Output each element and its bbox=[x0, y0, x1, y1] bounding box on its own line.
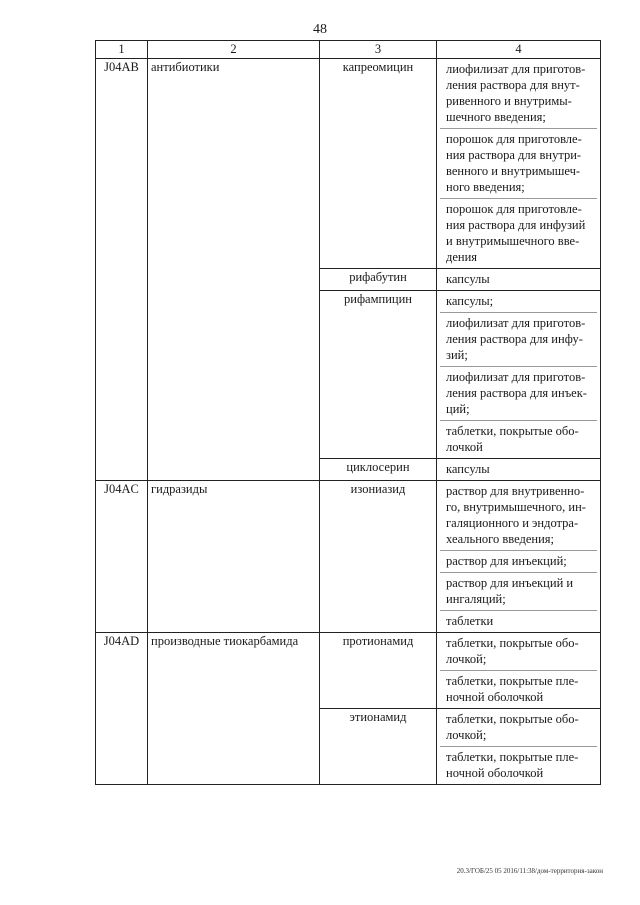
dosage-form-line: лиофилизат для приготов- bbox=[446, 316, 586, 330]
dosage-form-line: дения bbox=[446, 250, 478, 264]
dosage-form-line: раствор для инъекций; bbox=[446, 554, 567, 568]
header-cell-3: 3 bbox=[320, 41, 437, 59]
dosage-forms-cell bbox=[437, 481, 601, 633]
dosage-form-line: раствор для внутривенно- bbox=[446, 484, 585, 498]
dosage-form-item bbox=[440, 59, 597, 128]
dosage-form-line: ления раствора для внут- bbox=[446, 78, 580, 92]
dosage-form-line: лочкой bbox=[446, 440, 483, 454]
header-cell-2: 2 bbox=[148, 41, 320, 59]
dosage-form-line: ления раствора для инфу- bbox=[446, 332, 583, 346]
group-name-cell: гидразиды bbox=[148, 481, 320, 633]
drug-name-cell: протионамид bbox=[320, 633, 437, 709]
dosage-form-item bbox=[440, 572, 597, 610]
dosage-form-line: капсулы bbox=[446, 462, 490, 476]
dosage-form-line: ления раствора для инъек- bbox=[446, 386, 587, 400]
group-code-cell: J04AD bbox=[96, 633, 148, 785]
dosage-form-line: лиофилизат для приготов- bbox=[446, 370, 586, 384]
footer-text: 20.3/ГОБ/25 05 2016/11:38/дом-территория-закон bbox=[456, 867, 603, 875]
dosage-form-line: галяционного и эндотра- bbox=[446, 516, 579, 530]
dosage-form-line: порошок для приготовле- bbox=[446, 202, 582, 216]
dosage-form-line: таблетки, покрытые пле- bbox=[446, 674, 579, 688]
drug-name-cell: изониазид bbox=[320, 481, 437, 633]
dosage-form-line: лиофилизат для приготов- bbox=[446, 62, 586, 76]
dosage-form-line: раствор для инъекций и bbox=[446, 576, 574, 590]
group-code-cell: J04AC bbox=[96, 481, 148, 633]
dosage-form-item bbox=[440, 670, 597, 708]
dosage-forms-cell bbox=[437, 633, 601, 709]
group-code-cell: J04AB bbox=[96, 59, 148, 481]
group-name-cell: антибиотики bbox=[148, 59, 320, 481]
dosage-form-line: таблетки bbox=[446, 614, 494, 628]
dosage-form-line: порошок для приготовле- bbox=[446, 132, 582, 146]
dosage-form-item bbox=[440, 291, 597, 312]
header-cell-1: 1 bbox=[96, 41, 148, 59]
dosage-form-item bbox=[440, 550, 597, 572]
dosage-form-item bbox=[440, 746, 597, 784]
dosage-form-line: таблетки, покрытые обо- bbox=[446, 636, 579, 650]
page-number: 48 bbox=[313, 22, 327, 37]
dosage-form-line: венного и внутримышеч- bbox=[446, 164, 581, 178]
table-row bbox=[96, 633, 601, 709]
drug-name-cell: циклосерин bbox=[320, 459, 437, 481]
dosage-form-line: таблетки, покрытые пле- bbox=[446, 750, 579, 764]
dosage-form-line: ингаляций; bbox=[446, 592, 506, 606]
dosage-forms-cell bbox=[437, 59, 601, 269]
dosage-form-line: ривенного и внутримы- bbox=[446, 94, 572, 108]
dosage-form-line: ния раствора для инфузий bbox=[446, 218, 586, 232]
dosage-form-line: ночной оболочкой bbox=[446, 766, 544, 780]
dosage-form-item bbox=[440, 459, 597, 480]
dosage-form-line: и внутримышечного вве- bbox=[446, 234, 580, 248]
dosage-form-item bbox=[440, 366, 597, 420]
dosage-form-item bbox=[440, 610, 597, 632]
dosage-form-item bbox=[440, 481, 597, 550]
dosage-form-line: зий; bbox=[446, 348, 468, 362]
drug-name-cell: рифампицин bbox=[320, 291, 437, 459]
dosage-form-line: таблетки, покрытые обо- bbox=[446, 712, 579, 726]
drug-name-cell: этионамид bbox=[320, 709, 437, 785]
table-header-row bbox=[96, 41, 601, 59]
dosage-form-item bbox=[440, 709, 597, 746]
dosage-form-line: таблетки, покрытые обо- bbox=[446, 424, 579, 438]
dosage-form-line: хеального введения; bbox=[446, 532, 554, 546]
drug-name-cell: капреомицин bbox=[320, 59, 437, 269]
dosage-form-line: ций; bbox=[446, 402, 470, 416]
dosage-forms-cell bbox=[437, 459, 601, 481]
dosage-form-item bbox=[440, 198, 597, 268]
dosage-form-line: лочкой; bbox=[446, 728, 487, 742]
dosage-form-line: ного введения; bbox=[446, 180, 525, 194]
dosage-form-line: го, внутримышечного, ин- bbox=[446, 500, 586, 514]
table-row bbox=[96, 481, 601, 633]
dosage-form-item bbox=[440, 633, 597, 670]
group-name-cell: производные тиокарбамида bbox=[148, 633, 320, 785]
dosage-form-line: ния раствора для внутри- bbox=[446, 148, 582, 162]
dosage-form-line: лочкой; bbox=[446, 652, 487, 666]
header-cell-4: 4 bbox=[437, 41, 601, 59]
dosage-forms-cell bbox=[437, 291, 601, 459]
table-row bbox=[96, 59, 601, 269]
dosage-form-item bbox=[440, 312, 597, 366]
dosage-form-line: шечного введения; bbox=[446, 110, 546, 124]
drug-table bbox=[95, 40, 601, 785]
dosage-form-line: ночной оболочкой bbox=[446, 690, 544, 704]
table-body bbox=[96, 41, 601, 785]
dosage-form-item bbox=[440, 420, 597, 458]
dosage-form-item bbox=[440, 128, 597, 198]
dosage-form-line: капсулы bbox=[446, 272, 490, 286]
dosage-forms-cell bbox=[437, 269, 601, 291]
dosage-form-item bbox=[440, 269, 597, 290]
dosage-forms-cell bbox=[437, 709, 601, 785]
drug-name-cell: рифабутин bbox=[320, 269, 437, 291]
dosage-form-line: капсулы; bbox=[446, 294, 494, 308]
